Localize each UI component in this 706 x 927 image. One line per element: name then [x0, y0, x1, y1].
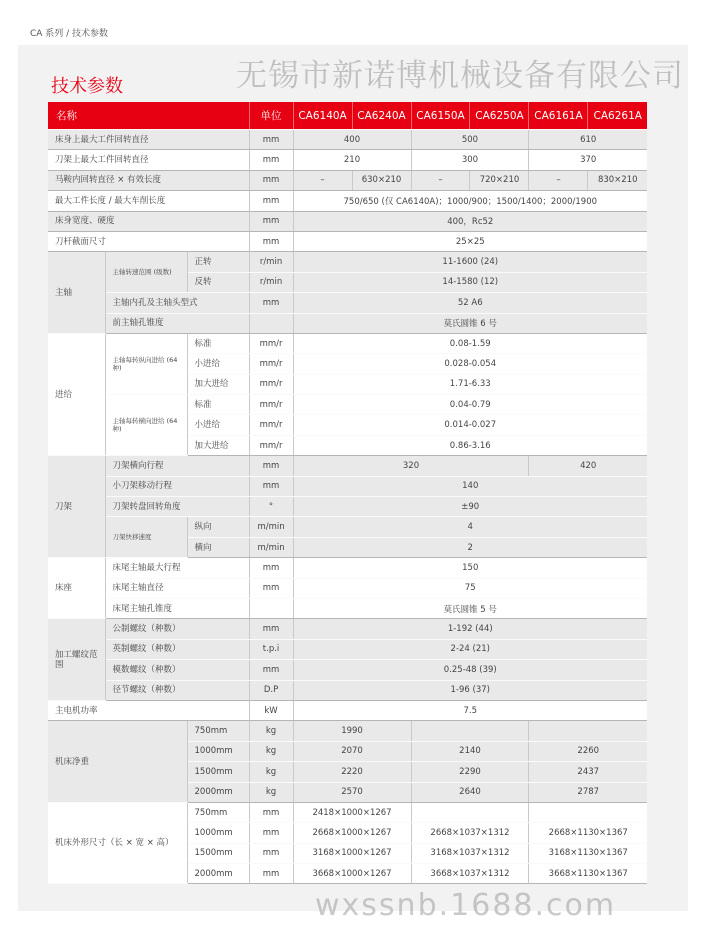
spec-value: kg: [249, 741, 293, 761]
spec-table: [48, 102, 647, 884]
header-name: 名称: [48, 102, 249, 130]
spec-value: 11-1600 (24): [293, 252, 647, 272]
spec-value: mm: [249, 150, 293, 170]
spec-value: m/min: [249, 537, 293, 557]
spec-value: –: [293, 170, 352, 190]
spec-value: [529, 802, 647, 822]
spec-value: 0.08-1.59: [293, 333, 647, 353]
spec-value: 300: [411, 150, 529, 170]
spec-value: [411, 721, 529, 741]
spec-value: mm: [249, 456, 293, 476]
spec-value: 320: [293, 456, 529, 476]
spec-label: 英制螺纹（种数）: [105, 639, 249, 659]
spec-value: 0.028-0.054: [293, 354, 647, 374]
page-title: 技术参数: [51, 76, 123, 97]
spec-value: 2668×1130×1367: [529, 823, 647, 843]
spec-value: 14-1580 (12): [293, 272, 647, 292]
spec-label: 床尾主轴孔锥度: [105, 598, 249, 618]
spec-value: 400: [293, 130, 411, 150]
spec-value: 2220: [293, 762, 411, 782]
table-row: [48, 660, 647, 680]
table-row: [48, 313, 647, 333]
spec-label: 横向: [187, 537, 249, 557]
spec-value: [411, 802, 529, 822]
spec-value: 210: [293, 150, 411, 170]
spec-value: mm: [249, 170, 293, 190]
spec-value: 750/650 (仅 CA6140A)；1000/900；1500/1400；2000/1900: [293, 191, 647, 211]
spec-value: –: [411, 170, 470, 190]
spec-label: 主轴转速范围 (级数): [105, 252, 187, 293]
spec-value: 2-24 (21): [293, 639, 647, 659]
spec-value: 0.25-48 (39): [293, 660, 647, 680]
spec-label: 750mm: [187, 802, 249, 822]
spec-value: 3668×1037×1312: [411, 864, 529, 884]
spec-label: 反转: [187, 272, 249, 292]
header-model: CA6150A: [411, 102, 470, 130]
spec-label: 小进给: [187, 415, 249, 435]
spec-label: 1000mm: [187, 741, 249, 761]
table-row: [48, 150, 647, 170]
spec-label: 刀架转盘回转角度: [105, 497, 249, 517]
spec-value: 3668×1130×1367: [529, 864, 647, 884]
spec-value: [249, 598, 293, 618]
spec-value: r/min: [249, 252, 293, 272]
spec-value: 2787: [529, 782, 647, 802]
table-row: [48, 130, 647, 150]
spec-label: 加大进给: [187, 374, 249, 394]
spec-value: 1990: [293, 721, 411, 741]
spec-value: 4: [293, 517, 647, 537]
spec-value: 1-96 (37): [293, 680, 647, 700]
spec-label: 小进给: [187, 354, 249, 374]
table-row: [48, 802, 647, 822]
spec-value: t.p.i: [249, 639, 293, 659]
spec-value: kg: [249, 721, 293, 741]
spec-value: 2668×1000×1267: [293, 823, 411, 843]
breadcrumb: CA 系列 / 技术参数: [30, 29, 109, 39]
spec-value: mm: [249, 476, 293, 496]
spec-label: 主电机功率: [48, 700, 249, 720]
spec-label: 最大工件长度 / 最大车削长度: [48, 191, 249, 211]
table-row: [48, 456, 647, 476]
spec-value: 420: [529, 456, 647, 476]
spec-label: 纵向: [187, 517, 249, 537]
spec-label: 前主轴孔锥度: [105, 313, 249, 333]
spec-value: mm: [249, 578, 293, 598]
table-row: [48, 639, 647, 659]
spec-value: 2570: [293, 782, 411, 802]
spec-value: 3668×1000×1267: [293, 864, 411, 884]
spec-value: mm: [249, 619, 293, 639]
spec-value: mm: [249, 211, 293, 231]
table-row: [48, 476, 647, 496]
spec-value: mm/r: [249, 333, 293, 353]
spec-value: mm: [249, 864, 293, 884]
spec-value: mm/r: [249, 395, 293, 415]
spec-value: 0.86-3.16: [293, 435, 647, 455]
spec-label: 750mm: [187, 721, 249, 741]
spec-value: mm: [249, 231, 293, 251]
spec-label: 主轴: [48, 252, 105, 334]
spec-value: mm: [249, 823, 293, 843]
spec-value: 150: [293, 558, 647, 578]
spec-label: 进给: [48, 333, 105, 455]
spec-label: 刀架快移速度: [105, 517, 187, 558]
header-model: CA6140A: [293, 102, 352, 130]
spec-value: 370: [529, 150, 647, 170]
spec-label: 模数螺纹（种数）: [105, 660, 249, 680]
spec-value: 0.014-0.027: [293, 415, 647, 435]
table-row: [48, 211, 647, 231]
table-row: [48, 558, 647, 578]
spec-value: [529, 721, 647, 741]
spec-label: 床座: [48, 558, 105, 619]
spec-label: 公制螺纹（种数）: [105, 619, 249, 639]
spec-value: –: [529, 170, 588, 190]
spec-value: ±90: [293, 497, 647, 517]
spec-label: 径节螺纹（种数）: [105, 680, 249, 700]
spec-value: 610: [529, 130, 647, 150]
spec-value: 400，Rc52: [293, 211, 647, 231]
watermark-company: 无锡市新诺博机械设备有限公司: [236, 58, 684, 94]
spec-value: mm/r: [249, 374, 293, 394]
table-row: [48, 191, 647, 211]
spec-value: °: [249, 497, 293, 517]
table-row: [48, 333, 647, 353]
table-row: [48, 721, 647, 741]
spec-value: 莫氏圆锥 6 号: [293, 313, 647, 333]
watermark-site: wxssnb.1688.com: [315, 888, 617, 923]
spec-label: 主轴每转纵向进给 (64 种): [105, 333, 187, 394]
spec-value: 2260: [529, 741, 647, 761]
spec-label: 床尾主轴直径: [105, 578, 249, 598]
spec-value: 2140: [411, 741, 529, 761]
spec-value: 2437: [529, 762, 647, 782]
spec-value: 3168×1130×1367: [529, 843, 647, 863]
spec-value: 莫氏圆锥 5 号: [293, 598, 647, 618]
spec-value: kg: [249, 782, 293, 802]
spec-label: 机床净重: [48, 721, 187, 803]
spec-label: 2000mm: [187, 782, 249, 802]
spec-value: 75: [293, 578, 647, 598]
spec-value: mm: [249, 660, 293, 680]
spec-value: mm/r: [249, 415, 293, 435]
spec-label: 2000mm: [187, 864, 249, 884]
spec-value: mm/r: [249, 354, 293, 374]
spec-label: 刀架横向行程: [105, 456, 249, 476]
spec-value: 25×25: [293, 231, 647, 251]
spec-value: 2668×1037×1312: [411, 823, 529, 843]
spec-label: 标准: [187, 395, 249, 415]
spec-label: 主轴每转横向进给 (64 种): [105, 395, 187, 456]
table-row: [48, 578, 647, 598]
spec-value: 720×210: [470, 170, 529, 190]
table-row: [48, 231, 647, 251]
spec-value: mm/r: [249, 435, 293, 455]
spec-label: 加工螺纹范围: [48, 619, 105, 701]
spec-value: D.P: [249, 680, 293, 700]
spec-value: 630×210: [352, 170, 411, 190]
spec-value: [249, 313, 293, 333]
spec-label: 床身宽度、硬度: [48, 211, 249, 231]
table-row: [48, 619, 647, 639]
spec-value: 2418×1000×1267: [293, 802, 411, 822]
spec-label: 机床外形尺寸（长 × 宽 × 高）: [48, 802, 187, 884]
spec-label: 床尾主轴最大行程: [105, 558, 249, 578]
header-model: CA6261A: [588, 102, 647, 130]
header-model: CA6161A: [529, 102, 588, 130]
header-model: CA6240A: [352, 102, 411, 130]
spec-label: 1500mm: [187, 843, 249, 863]
spec-value: 140: [293, 476, 647, 496]
header-model: CA6250A: [470, 102, 529, 130]
spec-value: 3168×1037×1312: [411, 843, 529, 863]
table-row: [48, 517, 647, 537]
spec-label: 刀架: [48, 456, 105, 558]
table-row: [48, 598, 647, 618]
spec-value: mm: [249, 558, 293, 578]
spec-value: 830×210: [588, 170, 647, 190]
spec-value: mm: [249, 293, 293, 313]
spec-value: mm: [249, 843, 293, 863]
spec-value: 500: [411, 130, 529, 150]
table-row: [48, 170, 647, 190]
spec-value: 1-192 (44): [293, 619, 647, 639]
spec-value: mm: [249, 191, 293, 211]
spec-label: 正转: [187, 252, 249, 272]
spec-label: 刀杆截面尺寸: [48, 231, 249, 251]
spec-label: 1000mm: [187, 823, 249, 843]
table-row: [48, 293, 647, 313]
table-row: [48, 680, 647, 700]
spec-value: 7.5: [293, 700, 647, 720]
spec-label: 标准: [187, 333, 249, 353]
spec-value: m/min: [249, 517, 293, 537]
table-row: [48, 700, 647, 720]
spec-label: 刀架上最大工件回转直径: [48, 150, 249, 170]
spec-value: 3168×1000×1267: [293, 843, 411, 863]
spec-value: mm: [249, 130, 293, 150]
spec-label: 小刀架移动行程: [105, 476, 249, 496]
spec-value: 52 A6: [293, 293, 647, 313]
header-unit: 单位: [249, 102, 293, 130]
spec-label: 主轴内孔及主轴头型式: [105, 293, 249, 313]
spec-label: 马鞍内回转直径 × 有效长度: [48, 170, 249, 190]
table-header-row: [48, 102, 647, 130]
table-row: [48, 252, 647, 272]
spec-value: mm: [249, 802, 293, 822]
spec-value: kg: [249, 762, 293, 782]
spec-label: 加大进给: [187, 435, 249, 455]
spec-value: 2: [293, 537, 647, 557]
spec-value: 2290: [411, 762, 529, 782]
spec-value: 2640: [411, 782, 529, 802]
spec-value: r/min: [249, 272, 293, 292]
spec-label: 床身上最大工件回转直径: [48, 130, 249, 150]
spec-value: 1.71-6.33: [293, 374, 647, 394]
spec-value: 2070: [293, 741, 411, 761]
table-row: [48, 395, 647, 415]
spec-value: kW: [249, 700, 293, 720]
table-row: [48, 497, 647, 517]
spec-label: 1500mm: [187, 762, 249, 782]
spec-value: 0.04-0.79: [293, 395, 647, 415]
